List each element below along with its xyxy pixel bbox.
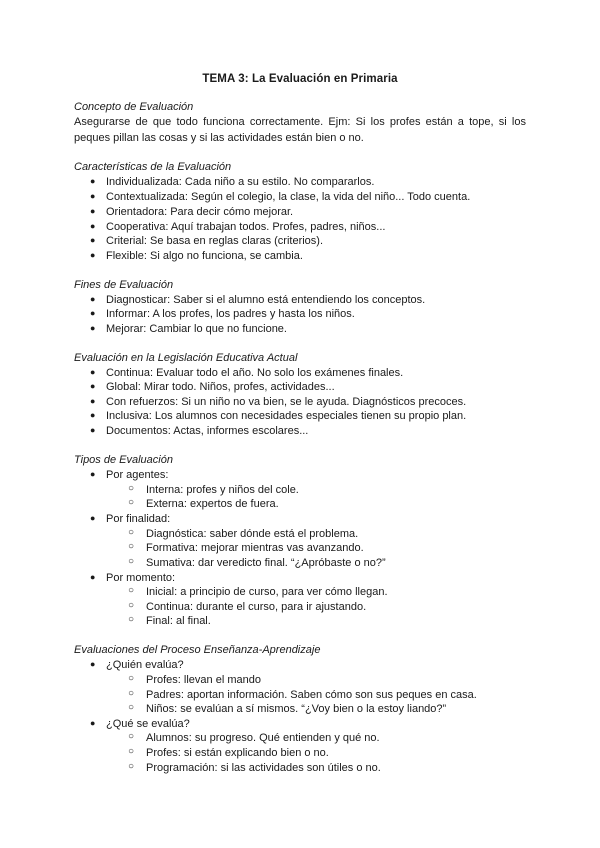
list-item: ● Con refuerzos: Si un niño no va bien, se le ayuda. Diagnósticos precoces. [90, 396, 467, 408]
sub-list-item: ○ Alumnos: su progreso. Qué entienden y qué no. [128, 731, 380, 744]
section-heading-fines: Fines de Evaluación [74, 279, 174, 291]
list-item: ● ¿Qué se evalúa? [90, 718, 190, 730]
list-item: ● Por agentes: [90, 469, 169, 481]
sub-list-item: ○ Inicial: a principio de curso, para ver cómo llegan. [128, 585, 388, 598]
list-item: ● Cooperativa: Aquí trabajan todos. Profes, padres, niños... [90, 221, 386, 233]
sub-list-item: ○ Sumativa: dar veredicto final. “¿Apróbaste o no?” [128, 556, 386, 569]
page-title: TEMA 3: La Evaluación en Primaria [202, 73, 398, 85]
sub-list-item: ○ Final: al final. [128, 614, 211, 627]
sub-list-item: ○ Profes: si están explicando bien o no. [128, 746, 329, 759]
sub-list-item: ○ Profes: llevan el mando [128, 673, 261, 686]
list-item: ● Documentos: Actas, informes escolares... [90, 425, 309, 437]
sub-list-item: ○ Padres: aportan información. Saben cómo son sus peques en casa. [128, 688, 477, 701]
list-item: ● ¿Quién evalúa? [90, 659, 184, 671]
sub-list-item: ○ Interna: profes y niños del cole. [128, 483, 299, 496]
list-item: ● Flexible: Si algo no funciona, se cambia. [90, 250, 303, 262]
list-item: ● Mejorar: Cambiar lo que no funcione. [90, 323, 287, 335]
sub-list-item: ○ Programación: si las actividades son útiles o no. [128, 761, 381, 774]
list-item: ● Orientadora: Para decir cómo mejorar. [90, 206, 294, 218]
section-heading-tipos: Tipos de Evaluación [74, 454, 173, 466]
section-heading-caracteristicas: Características de la Evaluación [74, 161, 232, 173]
list-item: ● Inclusiva: Los alumnos con necesidades especiales tienen su propio plan. [90, 410, 467, 422]
sub-list-item: ○ Formativa: mejorar mientras vas avanzando. [128, 541, 364, 554]
sub-list-item: ○ Niños: se evalúan a sí mismos. “¿Voy bien o la estoy liando?” [128, 702, 447, 715]
sub-list-item: ○ Continua: durante el curso, para ir ajustando. [128, 600, 367, 613]
list-item: ● Global: Mirar todo. Niños, profes, actividades... [90, 381, 335, 393]
list-item: ● Contextualizada: Según el colegio, la clase, la vida del niño... Todo cuenta. [90, 191, 471, 203]
list-item: ● Individualizada: Cada niño a su estilo. No compararlos. [90, 176, 375, 188]
list-item: ● Por momento: [90, 572, 176, 584]
list-item: ● Criterial: Se basa en reglas claras (criterios). [90, 235, 324, 247]
section-heading-proceso: Evaluaciones del Proceso Enseñanza-Aprendizaje [74, 644, 321, 656]
section-heading-concepto: Concepto de Evaluación [74, 101, 194, 113]
list-item: ● Continua: Evaluar todo el año. No solo los exámenes finales. [90, 367, 404, 379]
list-item: ● Informar: A los profes, los padres y hasta los niños. [90, 308, 355, 320]
sub-list-item: ○ Externa: expertos de fuera. [128, 497, 279, 510]
section-heading-legislacion: Evaluación en la Legislación Educativa Actual [74, 352, 298, 364]
list-item: ● Diagnosticar: Saber si el alumno está entendiendo los conceptos. [90, 294, 426, 306]
sub-list-item: ○ Diagnóstica: saber dónde está el problema. [128, 527, 359, 540]
list-item: ● Por finalidad: [90, 513, 171, 525]
section-text-concepto: Asegurarse de que todo funciona correctamente. Ejm: Si los profes están a tope, si los peques pillan las cosas y si las actividades están bien o no. [74, 116, 526, 144]
